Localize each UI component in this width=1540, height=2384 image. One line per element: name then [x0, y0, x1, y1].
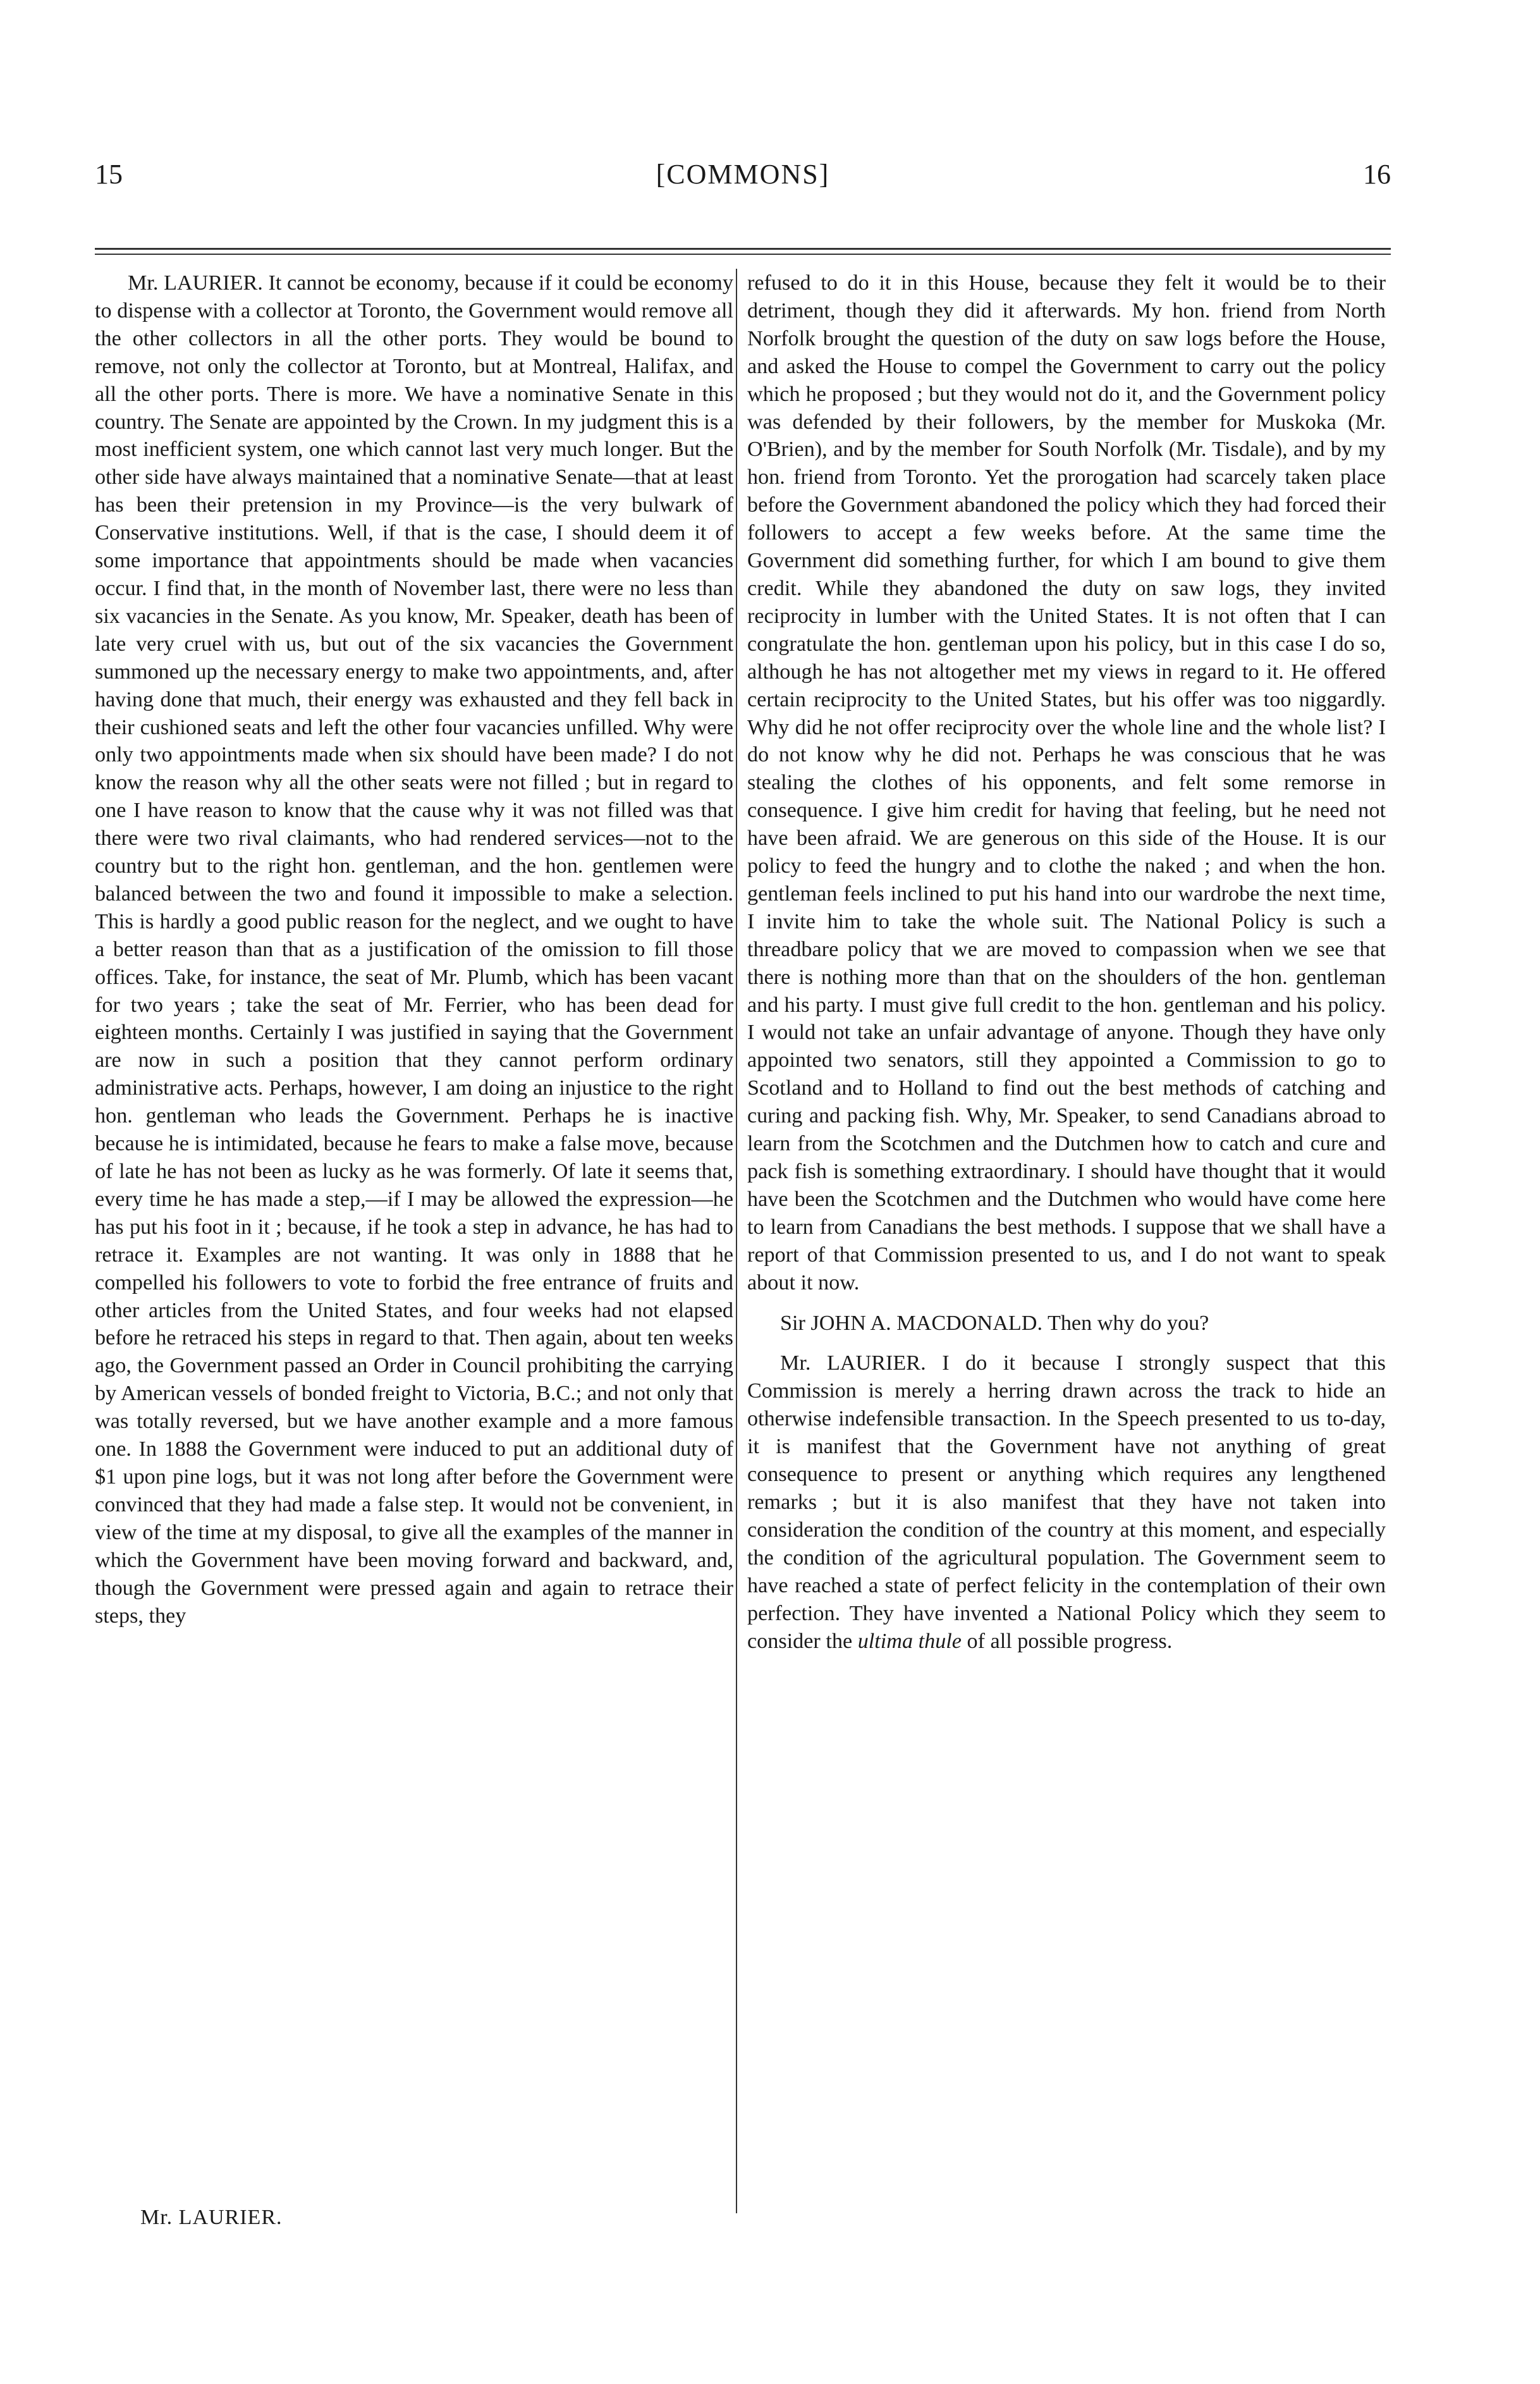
right-paragraph-macdonald: Sir JOHN A. MACDONALD. Then why do you?	[780, 1311, 1209, 1335]
header-rule-bottom	[95, 254, 1391, 255]
running-title: [COMMONS]	[656, 159, 830, 190]
header-rule-top	[95, 248, 1391, 250]
laurier-text-b: of all possible progress.	[967, 1629, 1173, 1653]
italic-phrase: ultima thule	[857, 1629, 962, 1653]
catchword: Mr. LAURIER.	[140, 2206, 283, 2229]
laurier-text-a: Mr. LAURIER. I do it because I strongly suspect that this Commission is merely a herring drawn across the track to hide an otherwise indefensible transaction. In the Speech presented to us to-day, it is manifest that the Government have not anything of great consequence to present or anything which requires any lengthened remarks ; but it is also manifest that they have not taken into consideration the condition of the country at this moment, and especially the condition of the agricultural population. The Government seem to have reached a state of perfect felicity in the contemplation of their own perfection. They have invented a National Policy which they seem to consider the	[747, 1351, 1386, 1653]
right-paragraph-continued: refused to do it in this House, because they felt it would be to their detriment, though they did it afterwards. My hon. friend from North Norfolk brought the question of the duty on saw logs before the House, and asked the House to compel the Government to carry out the policy which he proposed ; but they would not do it, and the Government policy was defended by their followers, by the member for Muskoka (Mr. O'Brien), and by the member for South Norfolk (Mr. Tisdale), and by my hon. friend from Toronto. Yet the prorogation had scarcely taken place before the Government abandoned the policy which they had forced their followers to accept a few weeks before. At the same time the Government did something further, for which I am bound to give them credit. While they abandoned the duty on saw logs, they invited reciprocity in lumber with the United States. It is not often that I can congratulate the hon. gentleman upon his policy, but in this case I do so, although he has not altogether met my views in regard to it. He offered certain reciprocity to the United States, but his offer was too niggardly. Why did he not offer reciprocity over the whole line and the whole list? I do not know why he did not. Perhaps he was conscious that he was stealing the clothes of his opponents, and felt some remorse in consequence. I give him credit for having that feeling, but he need not have been afraid. We are generous on this side of the House. It is our policy to feed the hungry and to clothe the naked ; and when the hon. gentleman feels inclined to put his hand into our wardrobe the next time, I invite him to take the whole suit. The National Policy is such a threadbare policy that we are moved to compassion when we see that there is nothing more than that on the shoulders of the hon. gentleman and his party. I must give full credit to the hon. gentleman and his policy. I would not take an unfair advantage of anyone. Though they have only appointed two senators, still they appointed a Commission to go to Scotland and to Holland to find out the best methods of catching and curing and packing fish. Why, Mr. Speaker, to send Canadians abroad to learn from the Scotchmen and the Dutchmen how to catch and cure and pack fish is something extraordinary. I should have thought that it would have been the Scotchmen and the Dutchmen who would have come here to learn from Canadians the best methods. I suppose that we shall have a report of that Commission presented to us, and I do not want to speak about it now.	[747, 271, 1386, 1294]
right-paragraph-laurier	[747, 1349, 1386, 1655]
right-column	[747, 269, 1386, 1668]
column-divider	[736, 269, 737, 2213]
left-column	[95, 269, 733, 1642]
page-number-left: 15	[95, 159, 123, 190]
page-header	[95, 158, 1391, 209]
left-paragraph: Mr. LAURIER. It cannot be economy, because if it could be economy to dispense with a collector at Toronto, the Government would remove all the other collectors in all the other ports. They would be bound to remove, not only the collector at Toronto, but at Montreal, Halifax, and all the other ports. There is more. We have a nominative Senate in this country. The Senate are appointed by the Crown. In my judgment this is a most inefficient system, one which cannot last very much longer. But the other side have always maintained that a nominative Senate—that at least has been their pretension in my Province—is the very bulwark of Conservative institutions. Well, if that is the case, I should deem it of some importance that appointments should be made when vacancies occur. I find that, in the month of November last, there were no less than six vacancies in the Senate. As you know, Mr. Speaker, death has been of late very cruel with us, but out of the six vacancies the Government summoned up the necessary energy to make two appointments, and, after having done that much, their energy was exhausted and they fell back in their cushioned seats and left the other four vacancies unfilled. Why were only two appointments made when six should have been made? I do not know the reason why all the other seats were not filled ; but in regard to one I have reason to know that the cause why it was not filled was that there were two rival claimants, who had rendered services—not to the country but to the right hon. gentleman, and the hon. gentlemen were balanced between the two and found it impossible to make a selection. This is hardly a good public reason for the neglect, and we ought to have a better reason than that as a justification of the omission to fill those offices. Take, for instance, the seat of Mr. Plumb, which has been vacant for two years ; take the seat of Mr. Ferrier, who has been dead for eighteen months. Certainly I was justified in saying that the Government are now in such a position that they cannot perform ordinary administrative acts. Perhaps, however, I am doing an injustice to the right hon. gentleman who leads the Government. Perhaps he is inactive because he is intimidated, because he fears to make a false move, because of late he has not been as lucky as he was formerly. Of late it seems that, every time he has made a step,—if I may be allowed the expression—he has put his foot in it ; because, if he took a step in advance, he has had to retrace it. Examples are not wanting. It was only in 1888 that he compelled his followers to vote to forbid the free entrance of fruits and other articles from the United States, and four weeks had not elapsed before he retraced his steps in regard to that. Then again, about ten weeks ago, the Government passed an Order in Council prohibiting the carrying by American vessels of bonded freight to Victoria, B.C.; and not only that was totally reversed, but we have another example and a more famous one. In 1888 the Government were induced to put an additional duty of $1 upon pine logs, but it was not long after before the Government were convinced that they had made a false step. It would not be convenient, in view of the time at my disposal, to give all the examples of the manner in which the Government have been moving forward and backward, and, though the Government were pressed again and again to retrace their steps, they	[95, 271, 733, 1628]
page-number-right: 16	[1363, 159, 1391, 190]
